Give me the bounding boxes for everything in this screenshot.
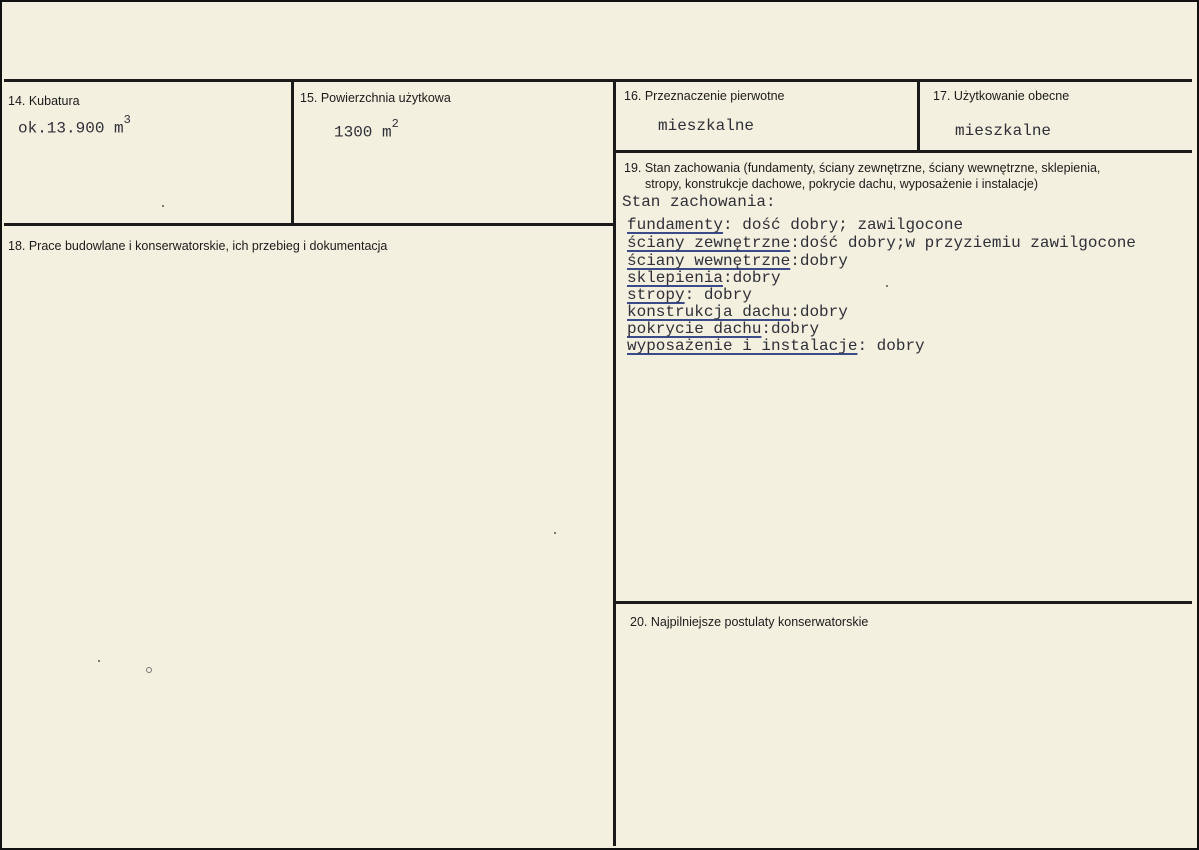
rule-below-14-15 xyxy=(4,223,616,226)
divider-14-15 xyxy=(291,80,294,225)
condition-item-konstrukcja-dachu: konstrukcja dachu:dobry xyxy=(627,303,848,321)
paper-speck xyxy=(162,205,164,207)
condition-item-sciany-wewnetrzne: ściany wewnętrzne:dobry xyxy=(627,252,848,270)
field-15-value: 1300 $m^2$ xyxy=(334,117,399,142)
field-19-label-line2: stropy, konstrukcje dachowe, pokrycie dachu, wyposażenie i instalacje) xyxy=(645,177,1039,191)
paper-speck xyxy=(98,660,100,662)
paper-speck xyxy=(146,667,152,673)
top-rule xyxy=(4,79,1192,82)
paper-speck xyxy=(886,285,888,287)
field-19-heading: Stan zachowania: xyxy=(622,193,776,211)
field-18-label: 18. Prace budowlane i konserwatorskie, ich przebieg i dokumentacja xyxy=(8,239,388,253)
field-16-value: mieszkalne xyxy=(658,117,755,135)
condition-item-pokrycie-dachu: pokrycie dachu:dobry xyxy=(627,320,820,338)
field-17-value: mieszkalne xyxy=(955,122,1052,140)
divider-16-17 xyxy=(917,80,920,152)
rule-above-20 xyxy=(614,601,1192,604)
field-14-value: ok.13.900 $m^3$ xyxy=(18,113,131,138)
condition-item-stropy: stropy: dobry xyxy=(627,286,752,304)
field-14-label: 14. Kubatura xyxy=(8,94,80,108)
condition-item-wyposazenie: wyposażenie i instalacje: dobry xyxy=(627,337,925,355)
field-19-label-line1: 19. Stan zachowania (fundamenty, ściany zewnętrzne, ściany wewnętrzne, sklepienia, xyxy=(624,161,1101,175)
condition-item-sklepienia: sklepienia:dobry xyxy=(627,269,781,287)
paper-speck xyxy=(554,532,556,534)
divider-left-right xyxy=(613,80,616,846)
rule-below-16-17 xyxy=(614,150,1192,153)
field-16-label: 16. Przeznaczenie pierwotne xyxy=(624,89,785,103)
field-17-label: 17. Użytkowanie obecne xyxy=(933,89,1070,103)
field-15-label: 15. Powierzchnia użytkowa xyxy=(300,91,451,105)
condition-item-fundamenty: fundamenty: dość dobry; zawilgocone xyxy=(627,216,964,234)
condition-item-sciany-zewnetrzne: ściany zewnętrzne:dość dobry;w przyziemiu zawilgocone xyxy=(627,234,1136,252)
field-20-label: 20. Najpilniejsze postulaty konserwatorskie xyxy=(630,615,869,629)
